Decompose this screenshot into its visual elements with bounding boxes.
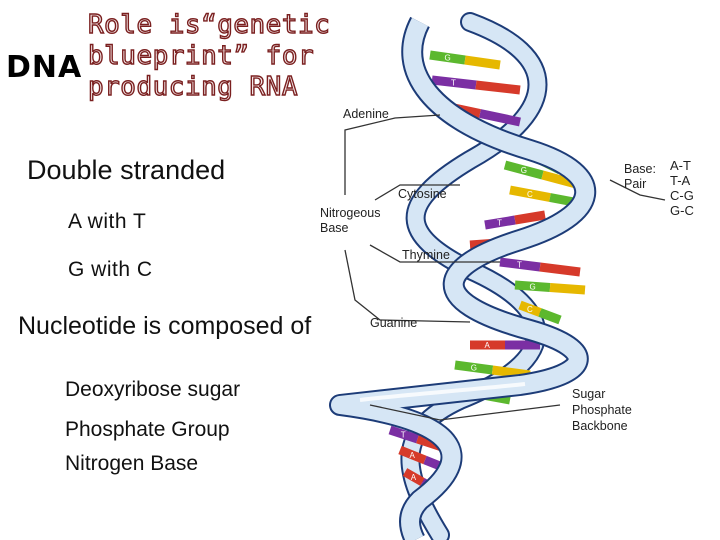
- adenine-label: Adenine: [343, 107, 389, 121]
- deoxyribose-text: Deoxyribose sugar: [65, 378, 241, 401]
- nucleotide-text: Nucleotide is composed of: [18, 312, 312, 340]
- base-letter: A: [410, 473, 417, 482]
- double-stranded-text: Double stranded: [27, 155, 226, 185]
- role-line-1: Role is“genetic: [88, 10, 331, 40]
- base-letter: C: [527, 189, 533, 199]
- base-rung-segment: [476, 85, 520, 90]
- base-rung-segment: [465, 60, 500, 65]
- base-letter: T: [451, 78, 456, 88]
- base-letter: T: [400, 430, 406, 440]
- base-letter: A: [484, 239, 490, 249]
- base-letter: T: [517, 260, 522, 270]
- pair-3: C-G: [670, 188, 694, 203]
- base-pair-label: Base: Pair: [624, 162, 656, 191]
- pair-1: A-T: [670, 158, 691, 173]
- guanine-label: Guanine: [370, 316, 418, 330]
- pair-4: G-C: [670, 203, 694, 218]
- sugar-phosphate-backbone-label: Sugar Phosphate Backbone: [572, 387, 632, 433]
- nitrogeous-base-label: Nitrogeous Base: [320, 206, 381, 235]
- thymine-label: Thymine: [402, 248, 450, 262]
- base-letter: G: [529, 282, 536, 292]
- phosphate-text: Phosphate Group: [65, 418, 230, 441]
- base-letter: A: [409, 451, 415, 460]
- base-letter: A: [484, 341, 490, 350]
- base-rung-segment: [550, 288, 585, 291]
- base-letter: G: [470, 363, 477, 373]
- base-pair-list: [670, 158, 694, 218]
- base-rung-segment: [515, 215, 545, 220]
- a-with-t-text: A with T: [68, 210, 147, 233]
- role-line-2: blueprint” for: [88, 41, 315, 71]
- base-letter: A: [457, 105, 463, 115]
- g-with-c-text: G with C: [68, 258, 153, 281]
- base-letter: C: [512, 143, 518, 153]
- nitrogen-text: Nitrogen Base: [65, 452, 199, 475]
- cytosine-label: Cytosine: [398, 187, 447, 201]
- base-letter: G: [444, 53, 451, 63]
- base-letter: C: [527, 304, 533, 314]
- base-letter: G: [520, 166, 527, 175]
- base-letter: C: [465, 388, 472, 398]
- pair-2: T-A: [670, 173, 691, 188]
- base-rung-segment: [540, 267, 580, 272]
- role-line-3: producing RNA: [88, 72, 298, 102]
- dna-heading: DNA: [6, 50, 83, 85]
- base-letter: T: [497, 218, 502, 228]
